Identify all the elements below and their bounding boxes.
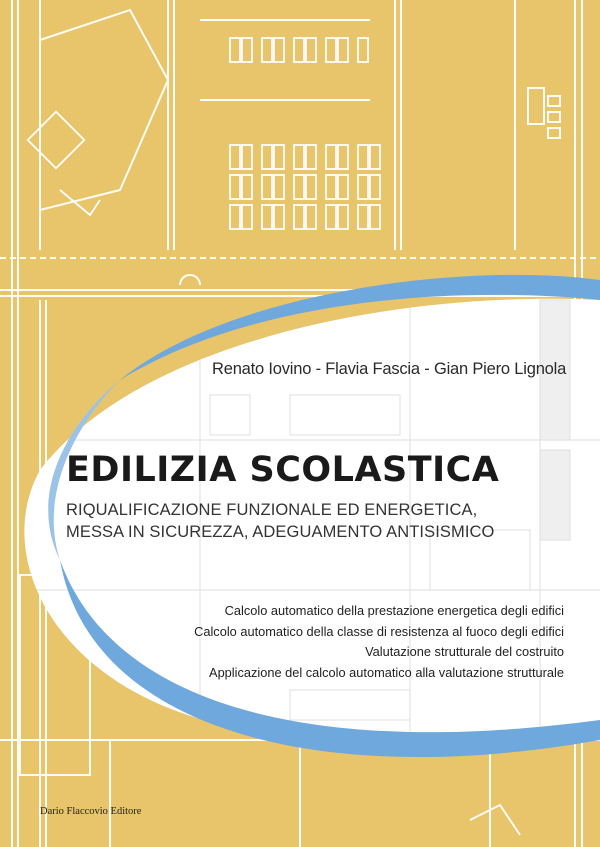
subtitle-line: MESSA IN SICUREZZA, ADEGUAMENTO ANTISISMICO — [66, 523, 495, 541]
feature-item: Applicazione del calcolo automatico alla valutazione strutturale — [209, 664, 564, 680]
authors: Renato Iovino - Flavia Fascia - Gian Piero Lignola — [212, 360, 567, 378]
feature-item: Calcolo automatico della prestazione energetica degli edifici — [224, 603, 564, 618]
feature-list — [194, 601, 564, 683]
subtitle-line: RIQUALIFICAZIONE FUNZIONALE ED ENERGETICA, — [66, 501, 478, 519]
book-title: EDILIZIA SCOLASTICA — [66, 450, 500, 490]
feature-item: Calcolo automatico della classe di resistenza al fuoco degli edifici — [194, 623, 564, 639]
book-subtitle — [66, 499, 494, 543]
publisher: Dario Flaccovio Editore — [40, 806, 142, 817]
feature-item: Valutazione strutturale del costruito — [365, 644, 564, 659]
